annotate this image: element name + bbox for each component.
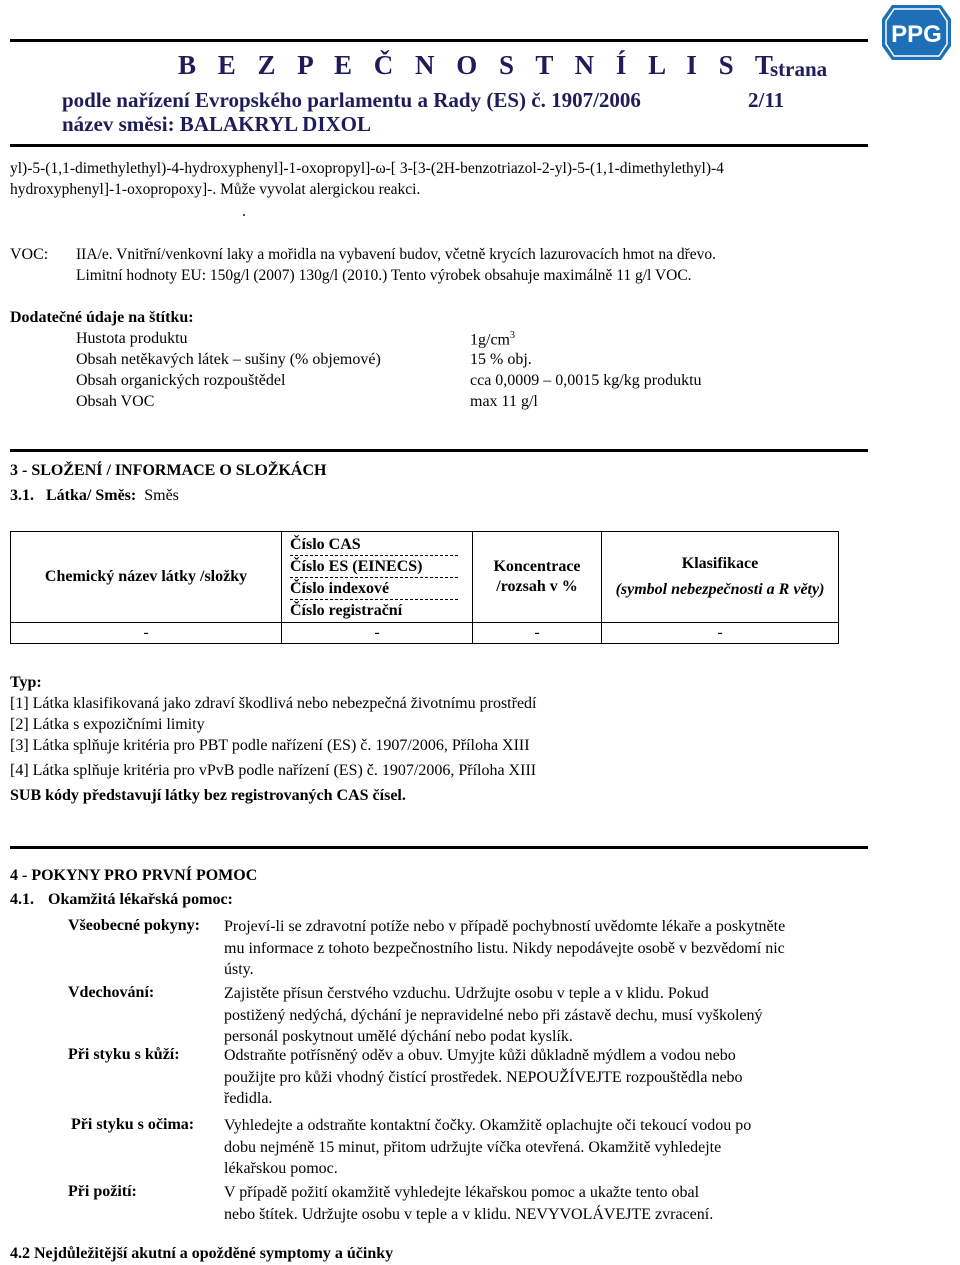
text-line: použijte pro kůži vhodný čistící prostředek. NEPOUŽÍVEJTE rozpouštědla nebo	[224, 1068, 743, 1086]
classification-note: (symbol nebezpečnosti a R věty)	[615, 581, 825, 598]
eye-label: Při styku s očima:	[71, 1116, 195, 1133]
label-row-value	[470, 330, 515, 349]
skin-text	[224, 1045, 743, 1110]
text-line: postižený nedýchá, dýchání je nepravidelné nebo při zástavě dechu, musí vyškolený	[224, 1006, 763, 1024]
sub-note: SUB kódy představují látky bez registrovaných CAS čísel.	[10, 787, 406, 804]
continuation-line-2: hydroxyphenyl]-1-oxopropoxy]-. Může vyvolat alergickou reakci.	[10, 181, 421, 198]
header-bottom-rule	[10, 144, 868, 147]
table-cell: -	[11, 623, 282, 644]
continuation-line-1: yl)-5-(1,1-dimethylethyl)-4-hydroxyphenyl]-1-oxopropyl]-ω-[ 3-[3-(2H-benzotriazol-2-yl)-5-(1,1-dimethylethyl)-4	[10, 160, 724, 177]
text-line: nebo štítek. Udržujte osobu v teple a v klidu. NEVYVOLÁVEJTE zvracení.	[224, 1205, 714, 1223]
label-row-name: Obsah VOC	[76, 393, 155, 410]
regulation-text: podle nařízení Evropského parlamentu a Rady (ES) č. 1907/2006	[62, 88, 641, 112]
text-line: Projeví-li se zdravotní potíže nebo v případě pochybností uvědomte lékaře a poskytněte	[224, 918, 786, 935]
concentration-label: Koncentrace	[493, 558, 581, 575]
typ-item: [1] Látka klasifikovaná jako zdraví škodlivá nebo nebezpečná životnímu prostředí	[10, 695, 537, 712]
inhalation-label: Vdechování:	[68, 984, 155, 1001]
skin-label: Při styku s kůží:	[68, 1046, 180, 1063]
section-4-1-number: 4.1.	[10, 891, 34, 908]
label-row-name: Hustota produktu	[76, 330, 188, 347]
eye-text	[224, 1115, 751, 1180]
voc-label: VOC:	[10, 246, 49, 263]
table-cell: -	[473, 623, 602, 644]
text-line: Vyhledejte a odstraňte kontaktní čočky. Okamžitě oplachujte oči tekoucí vodou po	[224, 1117, 752, 1134]
text-line: Odstraňte potřísněný oděv a obuv. Umyjte kůži důkladně mýdlem a vodou nebo	[224, 1047, 736, 1064]
registration-label: Číslo registrační	[290, 601, 403, 619]
es-label: Číslo ES (EINECS)	[290, 556, 458, 578]
section-3-1-value: Směs	[144, 487, 179, 504]
voc-line-1: IIA/e. Vnitřní/venkovní laky a mořidla na vybavení budov, včetně krycích lazurovacích hmot na dřevo.	[76, 246, 717, 263]
general-text	[224, 916, 785, 981]
density-value: 1g/cm	[470, 331, 510, 349]
page-label: strana	[770, 57, 828, 81]
text-line: ředidla.	[224, 1090, 273, 1107]
index-label: Číslo indexové	[290, 578, 458, 600]
ppg-logo-icon	[880, 3, 953, 62]
section-4-1-label: Okamžitá lékařská pomoc:	[48, 891, 233, 908]
header-top-rule	[10, 39, 868, 42]
text-line: ústy.	[224, 961, 254, 978]
section-4-2-heading: 4.2 Nejdůležitější akutní a opožděné symptomy a účinky	[10, 1245, 394, 1262]
general-label: Všeobecné pokyny:	[68, 917, 201, 934]
label-row-value: cca 0,0009 – 0,0015 kg/kg produktu	[470, 372, 702, 389]
text-line: V případě požití okamžitě vyhledejte lékařskou pomoc a ukažte tento obal	[224, 1184, 700, 1201]
ingestion-text	[224, 1182, 713, 1225]
typ-label: Typ:	[10, 674, 42, 691]
col-concentration	[473, 532, 602, 623]
section-3-rule	[10, 449, 868, 452]
table-cell: -	[282, 623, 473, 644]
ingestion-label: Při požití:	[68, 1183, 137, 1200]
label-row-name: Obsah netěkavých látek – sušiny (% objemové)	[76, 351, 381, 368]
label-row-name: Obsah organických rozpouštědel	[76, 372, 286, 389]
label-row-value: max 11 g/l	[470, 393, 538, 410]
typ-item: [4] Látka splňuje kritéria pro vPvB podle nařízení (ES) č. 1907/2006, Příloha XIII	[10, 762, 537, 779]
mixture-name: název směsi: BALAKRYL DIXOL	[62, 112, 372, 136]
table-cell: -	[602, 623, 839, 644]
concentration-range-label: /rozsah v %	[496, 578, 578, 595]
typ-item: [2] Látka s expozičními limity	[10, 716, 205, 733]
text-line: personál poskytnout umělé dýchání nebo podat kyslík.	[224, 1028, 573, 1045]
classification-label: Klasifikace	[681, 555, 759, 572]
col-classification	[602, 532, 839, 623]
page-number: 2/11	[748, 88, 785, 112]
text-line: lékařskou pomoc.	[224, 1160, 338, 1177]
cas-label: Číslo CAS	[290, 534, 458, 556]
col-chemical-name: Chemický název látky /složky	[11, 532, 282, 623]
section-3-1-number: 3.1.	[10, 487, 34, 504]
label-row-value: 15 % obj.	[470, 351, 532, 368]
voc-line-2: Limitní hodnoty EU: 150g/l (2007) 130g/l (2010.) Tento výrobek obsahuje maximálně 11 g/l VOC.	[76, 267, 692, 284]
text-line: mu informace z tohoto bezpečnostního listu. Nikdy nepodávejte osobě v bezvědomí nic	[224, 939, 785, 957]
typ-item: [3] Látka splňuje kritéria pro PBT podle nařízení (ES) č. 1907/2006, Příloha XIII	[10, 737, 530, 754]
section-4-rule	[10, 846, 868, 849]
composition-table	[10, 531, 839, 644]
section-3-1	[10, 487, 179, 505]
density-sup: 3	[510, 330, 515, 341]
section-4-heading: 4 - POKYNY PRO PRVNÍ POMOC	[10, 867, 258, 884]
svg-text:PPG: PPG	[891, 21, 942, 48]
label-info-heading: Dodatečné údaje na štítku:	[10, 309, 194, 326]
section-3-1-label: Látka/ Směs:	[46, 487, 137, 504]
document-title: B E Z P E Č N O S T N Í L I S T	[178, 50, 781, 80]
section-3-heading: 3 - SLOŽENÍ / INFORMACE O SLOŽKÁCH	[10, 462, 327, 479]
text-line: Zajistěte přísun čerstvého vzduchu. Udržujte osobu v teple a v klidu. Pokud	[224, 985, 709, 1002]
continuation-dot: .	[242, 203, 246, 220]
inhalation-text	[224, 983, 763, 1048]
text-line: dobu nejméně 15 minut, přitom udržujte víčka otevřená. Okamžitě vyhledejte	[224, 1138, 722, 1156]
col-cas-numbers	[282, 532, 473, 623]
section-4-1	[10, 891, 233, 909]
